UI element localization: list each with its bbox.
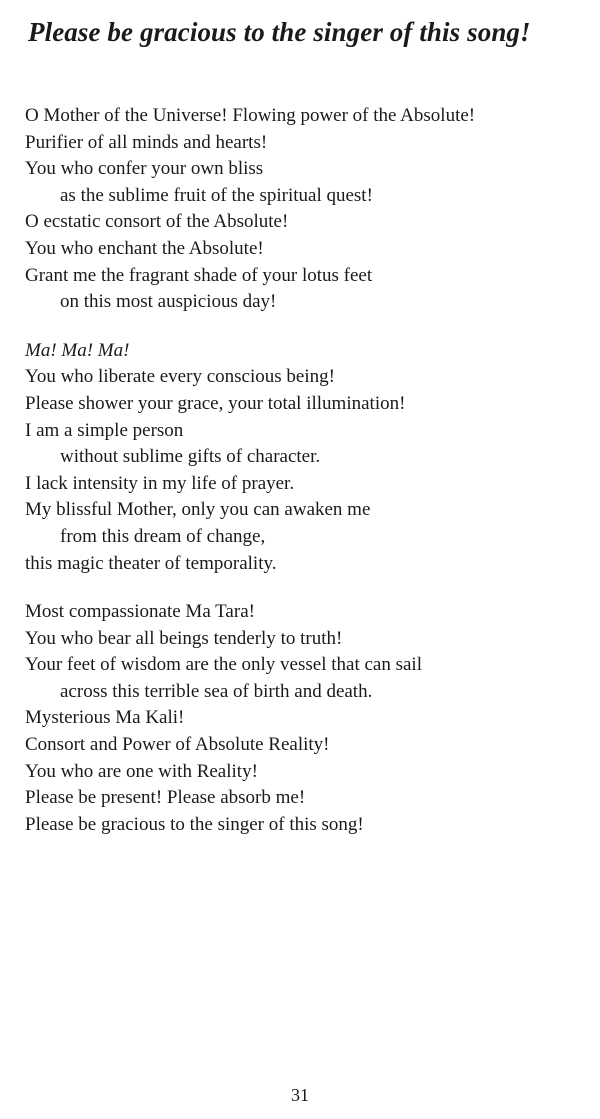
poem-line: I am a simple person bbox=[25, 419, 184, 441]
poem-line: without sublime gifts of character. bbox=[60, 446, 321, 468]
poem-line: this magic theater of temporality. bbox=[25, 552, 277, 574]
stanza bbox=[25, 338, 590, 577]
poem-line: My blissful Mother, only you can awaken me bbox=[25, 499, 371, 521]
poem-line: Purifier of all minds and hearts! bbox=[25, 131, 268, 153]
poem-line: You who bear all beings tenderly to truth! bbox=[25, 627, 343, 649]
stanza bbox=[25, 103, 590, 316]
poem-line: on this most auspicious day! bbox=[60, 291, 277, 313]
poem-line: O Mother of the Universe! Flowing power of the Absolute! bbox=[25, 105, 476, 126]
poem-line: You who confer your own bliss bbox=[25, 158, 264, 180]
poem-line: Consort and Power of Absolute Reality! bbox=[25, 734, 330, 756]
poem-body bbox=[25, 103, 590, 860]
poem-line: Please be present! Please absorb me! bbox=[25, 787, 306, 809]
poem-line: Grant me the fragrant shade of your lotus feet bbox=[25, 264, 373, 286]
page-number: 31 bbox=[291, 1085, 309, 1105]
poem-line: Ma! Ma! Ma! bbox=[25, 339, 130, 361]
poem-line: Please be gracious to the singer of this song! bbox=[25, 813, 364, 835]
poem-line: I lack intensity in my life of prayer. bbox=[25, 472, 295, 494]
poem-line: You who enchant the Absolute! bbox=[25, 237, 264, 259]
poem-line: Please shower your grace, your total illumination! bbox=[25, 392, 406, 414]
poem-line: from this dream of change, bbox=[60, 525, 266, 547]
poem-line: as the sublime fruit of the spiritual quest! bbox=[60, 184, 373, 206]
poem-line: Mysterious Ma Kali! bbox=[25, 707, 185, 729]
poem-line: Your feet of wisdom are the only vessel that can sail bbox=[25, 654, 422, 676]
poem-line: across this terrible sea of birth and death. bbox=[60, 680, 373, 702]
poem-line: You who liberate every conscious being! bbox=[25, 366, 335, 388]
stanza bbox=[25, 599, 590, 838]
page-title: Please be gracious to the singer of this song! bbox=[28, 17, 531, 47]
poem-line: You who are one with Reality! bbox=[25, 760, 258, 782]
poem-line: Most compassionate Ma Tara! bbox=[25, 601, 255, 623]
poem-line: O ecstatic consort of the Absolute! bbox=[25, 211, 289, 233]
